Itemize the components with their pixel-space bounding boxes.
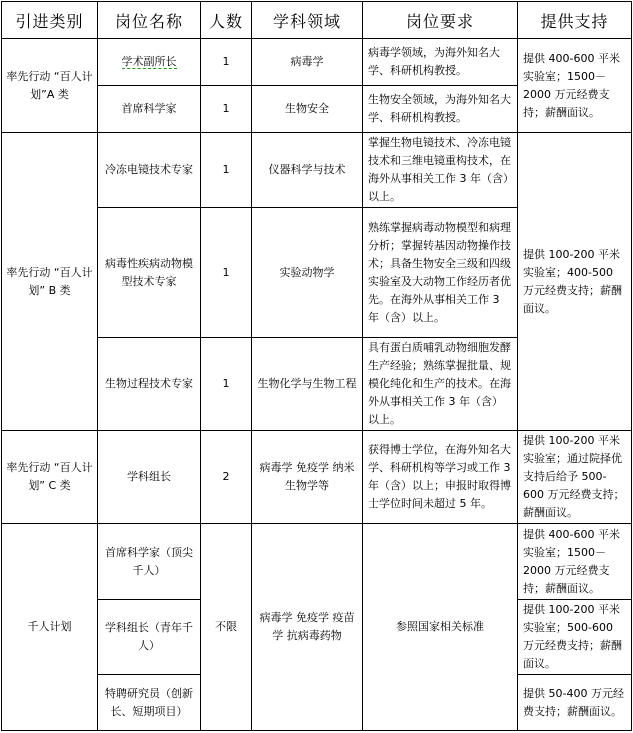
field-cell: 病毒学 <box>252 39 363 86</box>
category-cell: 率先行动 “百人计划” C 类 <box>2 431 98 524</box>
category-cell: 千人计划 <box>2 524 98 731</box>
header-support: 提供支持 <box>518 2 632 39</box>
position-cell: 学科组长（青年千人） <box>98 600 201 675</box>
count-cell: 1 <box>201 208 252 338</box>
header-count: 人数 <box>201 2 252 39</box>
position-cell <box>98 39 201 86</box>
count-cell: 1 <box>201 39 252 86</box>
header-position: 岗位名称 <box>98 2 201 39</box>
table-row <box>2 39 632 86</box>
field-cell: 实验动物学 <box>252 208 363 338</box>
category-cell: 率先行动 “百人计划” B 类 <box>2 133 98 431</box>
position-cell: 学科组长 <box>98 431 201 524</box>
requirement-cell: 参照国家相关标准 <box>363 524 518 731</box>
requirement-cell: 生物安全领域，为海外知名大学、科研机构教授。 <box>363 86 518 133</box>
header-requirements: 岗位要求 <box>363 2 518 39</box>
count-cell: 不限 <box>201 524 252 731</box>
header-row <box>2 2 632 39</box>
position-cell: 生物过程技术专家 <box>98 338 201 431</box>
support-cell: 提供 100-200 平米实验室；400-500 万元经费支持；薪酬面议。 <box>518 133 632 431</box>
support-cell: 提供 400-600 平米实验室；1500－2000 万元经费支持；薪酬面议。 <box>518 524 632 600</box>
field-cell: 生物化学与生物工程 <box>252 338 363 431</box>
field-cell: 生物安全 <box>252 86 363 133</box>
requirement-cell: 病毒学领域，为海外知名大学、科研机构教授。 <box>363 39 518 86</box>
field-cell: 病毒学 免疫学 纳米生物学等 <box>252 431 363 524</box>
table-row <box>2 431 632 524</box>
field-cell: 病毒学 免疫学 疫苗学 抗病毒药物 <box>252 524 363 731</box>
position-title: 学术副所长 <box>121 55 177 68</box>
requirement-cell: 获得博士学位，在海外知名大学、科研机构等学习或工作 3 年（含）以上；申报时取得博士学位时间未超过 5 年。 <box>363 431 518 524</box>
table-row <box>2 133 632 208</box>
support-cell: 提供 100-200 平米实验室；通过院择优支持后给予 500-600 万元经费支持；薪酬面议。 <box>518 431 632 524</box>
support-cell: 提供 50-400 万元经费支持；薪酬面议。 <box>518 675 632 731</box>
requirement-cell: 掌握生物电镜技术、冷冻电镜技术和三维电镜重构技术，在海外从事相关工作 3 年（含）以上。 <box>363 133 518 208</box>
field-cell: 仪器科学与技术 <box>252 133 363 208</box>
header-category: 引进类别 <box>2 2 98 39</box>
support-cell: 提供 400-600 平米实验室；1500－2000 万元经费支持；薪酬面议。 <box>518 39 632 133</box>
table-row <box>2 524 632 600</box>
position-cell: 病毒性疾病动物模型技术专家 <box>98 208 201 338</box>
count-cell: 1 <box>201 86 252 133</box>
category-cell: 率先行动 “百人计划”A 类 <box>2 39 98 133</box>
header-field: 学科领域 <box>252 2 363 39</box>
support-cell: 提供 100-200 平米实验室；500-600 万元经费支持；薪酬面议。 <box>518 600 632 675</box>
requirement-cell: 具有蛋白质哺乳动物细胞发酵生产经验；熟练掌握批量、规模化纯化和生产的技术。在海外从事相关工作 3 年（含）以上。 <box>363 338 518 431</box>
requirement-cell: 熟练掌握病毒动物模型和病理分析；掌握转基因动物操作技术；具备生物安全三级和四级实验室及大动物工作经历者优先。在海外从事相关工作 3 年（含）以上。 <box>363 208 518 338</box>
position-cell: 首席科学家 <box>98 86 201 133</box>
count-cell: 1 <box>201 133 252 208</box>
count-cell: 2 <box>201 431 252 524</box>
recruitment-table <box>1 1 632 731</box>
position-cell: 首席科学家（顶尖千人） <box>98 524 201 600</box>
position-cell: 特聘研究员（创新长、短期项目） <box>98 675 201 731</box>
count-cell: 1 <box>201 338 252 431</box>
position-cell: 冷冻电镜技术专家 <box>98 133 201 208</box>
